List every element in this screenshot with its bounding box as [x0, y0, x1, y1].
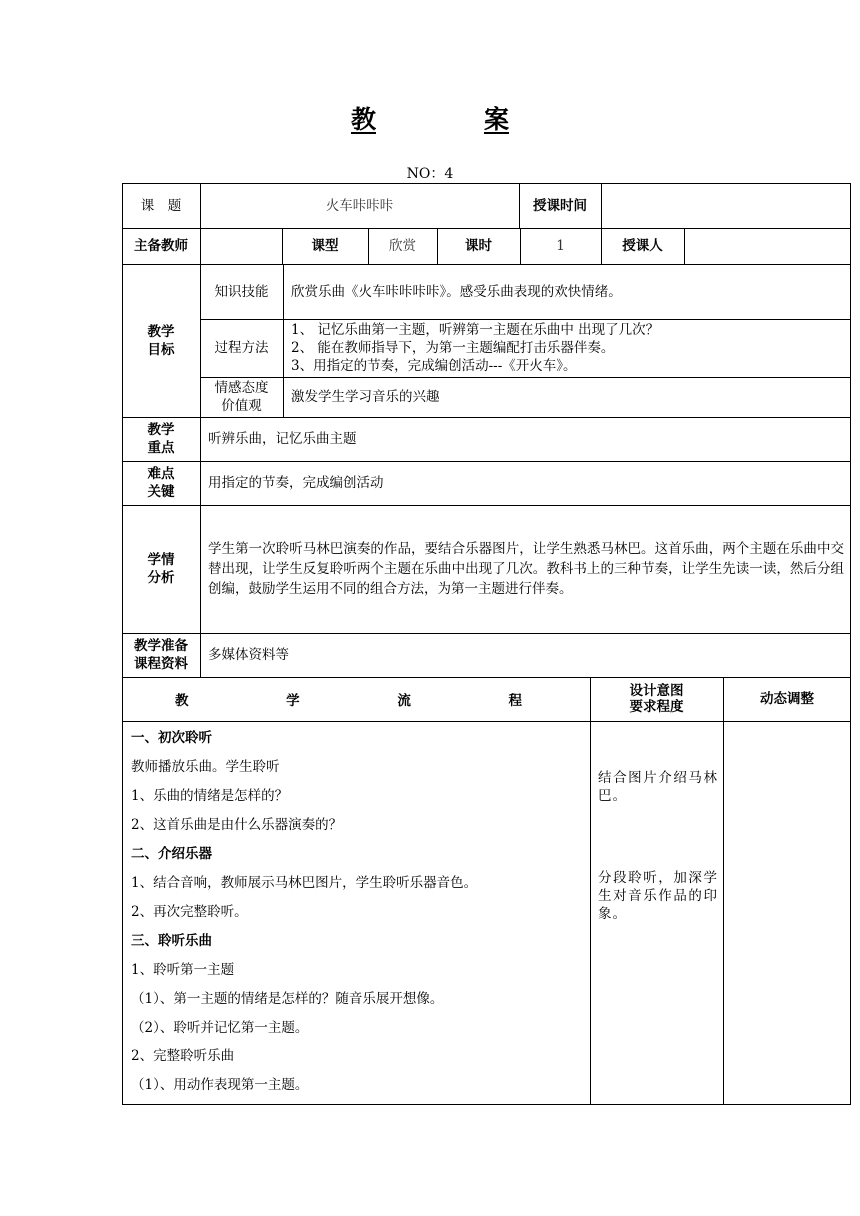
flow-item: 二、介绍乐器	[131, 846, 212, 862]
process-method-list	[291, 321, 847, 375]
main-teacher-value	[200, 228, 282, 264]
process-method-item: 1、 记忆乐曲第一主题，听辨第一主题在乐曲中 出现了几次？	[291, 322, 660, 338]
difficulties-value: 用指定的节奏，完成编创活动	[208, 475, 384, 491]
topic-label: 课 题	[140, 197, 182, 214]
lesson-type-value: 欣赏	[389, 238, 416, 254]
flow-item: （1）、第一主题的情绪是怎样的？随音乐展开想像。	[131, 991, 444, 1007]
dynamic-adjust-header: 动态调整	[760, 691, 814, 707]
flow-header-char: 教	[175, 693, 189, 709]
flow-item: 1、结合音响，教师展示马林巴图片，学生聆听乐器音色。	[131, 875, 478, 891]
lesson-type-label: 课型	[311, 238, 339, 254]
page-title	[0, 100, 860, 136]
hours-label: 课时	[465, 238, 492, 254]
preparation-label: 教学准备 课程资料	[134, 638, 188, 672]
flow-header	[130, 677, 582, 721]
topic-value: 火车咔咔咔	[325, 197, 394, 214]
flow-item: （1）、用动作表现第一主题。	[131, 1077, 309, 1093]
flow-header-char: 学	[286, 693, 300, 709]
flow-item: 2、这首乐曲是由什么乐器演奏的？	[131, 817, 343, 833]
goals-label: 教学 目标	[147, 323, 175, 358]
design-intent-header: 设计意图 要求程度	[629, 683, 684, 715]
flow-item: 1、聆听第一主题	[131, 962, 235, 978]
main-teacher-label: 主备教师	[134, 238, 188, 254]
student-analysis-value: 学生第一次聆听马林巴演奏的作品，要结合乐器图片，让学生熟悉马林巴。这首乐曲，两个主题在乐曲中交替出现，让学生反复聆听两个主题在乐曲中出现了几次。教科书上的三种节奏，让学生先读一读，然后分组创编，鼓励学生运用不同的组合方法，为第一主题进行伴奏。	[208, 541, 844, 597]
flow-item: 教师播放乐曲。学生聆听	[131, 759, 280, 775]
attitude-values-label: 情感态度 价值观	[214, 380, 269, 414]
difficulties-label: 难点 关键	[147, 466, 175, 500]
title-right-char: 案	[484, 105, 510, 134]
student-analysis-label: 学情 分析	[147, 552, 175, 586]
design-note: 结合图片介绍马林巴。	[598, 770, 718, 804]
lecturer-label: 授课人	[622, 238, 663, 254]
knowledge-skills-label: 知识技能	[214, 283, 269, 300]
flow-item: 2、再次完整聆听。	[131, 904, 248, 920]
class-time-label: 授课时间	[533, 197, 587, 214]
class-time-value	[601, 183, 851, 228]
flow-item: 一、初次聆听	[131, 730, 212, 746]
attitude-values-value: 激发学生学习音乐的兴趣	[291, 389, 440, 405]
lesson-number: NO：4	[406, 166, 454, 182]
hours-value: 1	[556, 238, 565, 254]
process-method-item: 2、 能在教师指导下，为第一主题编配打击乐器伴奏。	[291, 340, 615, 356]
flow-header-char: 流	[397, 693, 411, 709]
flow-item: 三、聆听乐曲	[131, 933, 212, 949]
flow-item: 2、完整聆听乐曲	[131, 1048, 235, 1064]
key-points-value: 听辨乐曲，记忆乐曲主题	[208, 431, 357, 447]
design-note: 分段聆听，加深学生对音乐作品的印象。	[598, 870, 718, 922]
flow-header-char: 程	[508, 693, 522, 709]
flow-item: 1、乐曲的情绪是怎样的？	[131, 788, 289, 804]
key-points-label: 教学 重点	[147, 422, 175, 456]
process-method-label: 过程方法	[214, 340, 269, 356]
flow-item: （2）、聆听并记忆第一主题。	[131, 1020, 309, 1036]
process-method-item: 3、用指定的节奏，完成编创活动---《开火车》。	[291, 358, 577, 374]
lecturer-value	[684, 228, 851, 264]
preparation-value: 多媒体资料等	[208, 647, 289, 663]
title-left-char: 教	[350, 105, 376, 134]
knowledge-skills-value: 欣赏乐曲《火车咔咔咔咔》。感受乐曲表现的欢快情绪。	[291, 283, 622, 300]
